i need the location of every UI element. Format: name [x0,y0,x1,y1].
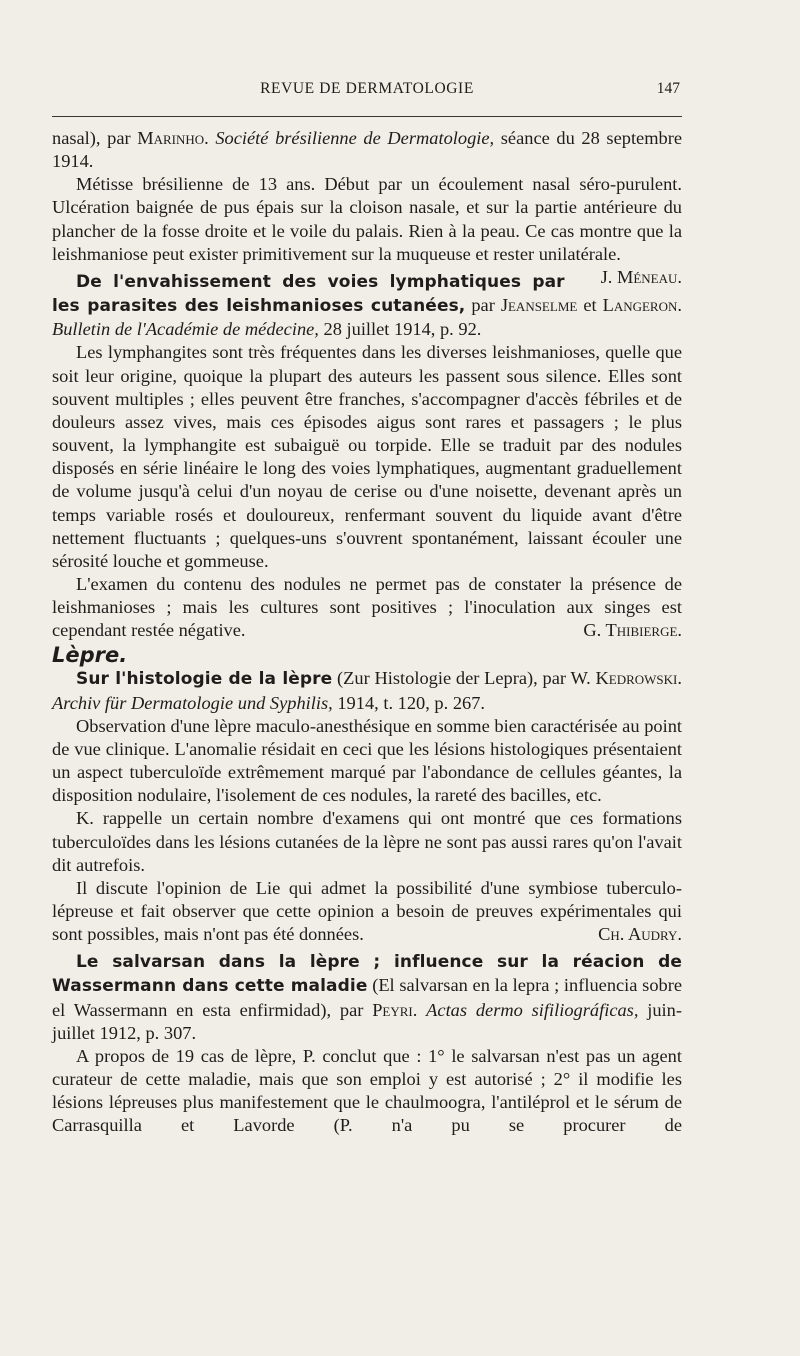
article-4-title: Le salvarsan dans la lèpre ; influence sur la réacion de Wassermann dans cette maladie [52,952,682,997]
article-1-signature: J. Méneau. [600,266,682,287]
page-number: 147 [656,80,680,97]
section-heading: Lèpre. [52,643,128,668]
article-2-paragraph-1: Les lymphangites sont très fréquentes dans les diverses leishmanioses, quelle que soit leur origine, quoique la plupart des auteurs les passent sous silence. Elles sont souvent multiples ; elles peuvent être franches, s'accompagner d'accès fébriles et de douleurs assez vives, mais ces épisodes aigus sont rares et passagers ; le plus souvent, la lymphangite est subaiguë ou torpide. Elle se traduit par des nodules disposés en série linéaire le long des voies lymphatiques, augmentant graduellement de volume jusqu'à celui d'un noyau de cerise ou d'une noisette, devenant après un temps variable rosés et douloureux, renfermant souvent du liquide avant d'être nettement fluctuants ; quelques-uns s'ouvrent spontanément, laissant écouler une sérosité louche et gommeuse. [52,342,682,571]
article-4-paragraph-1: A propos de 19 cas de lèpre, P. conclut que : 1° le salvarsan n'est pas un agent curateur de cette maladie, mais que son emploi y est autorisé ; 2° il modifie les lésions lépreuses plus manifestement que le chaulmoogra, l'antiléprol et le sérum de Carrasquilla et Lavorde (P. n'a pu se procurer de [52,1045,682,1136]
article-3-paragraph-2: K. rappelle un certain nombre d'examens qui ont montré que ces formations tuberculoïdes dans les lésions cutanées de la lèpre ne sont pas aussi rares qu'on l'avait dit autrefois. [52,808,682,875]
article-3-title: Sur l'histologie de la lèpre [76,669,333,690]
article-1-body: Métisse brésilienne de 13 ans. Début par un écoulement nasal séro-purulent. Ulcération baignée de pus épais sur la cloison nasale, et sur la partie antérieure du plancher de la fosse droite et le voile du palais. Rien à la peau. Ce cas montre que la leishmaniose peut exister primitivement sur la muqueuse et rester unilatérale. J. Méneau. [52,173,682,266]
header-rule [52,116,682,117]
running-title: REVUE DE DERMATOLOGIE [260,80,474,97]
article-2-heading: De l'envahissement des voies lymphatiques par les parasites des leishmanioses cutanées, par Jeanselme et Langeron. Bulletin de l'Académie de médecine, 28 juillet 1914, p. 92. [52,271,682,340]
page-body [52,127,682,1138]
article-3-author: Kedrowski [595,668,678,689]
article-2-signature: G. Thibierge. [583,620,682,641]
article-3-paragraph-1: Observation d'une lèpre maculo-anesthésique en somme bien caractérisée au point de vue clinique. L'anomalie résidait en ceci que les lésions histologiques présentaient un aspect tuberculoïde extrêmement marqué par l'abondance de cellules géantes, la disposition nodulaire, l'isolement de ces nodules, la rareté des bacilles, etc. [52,715,682,806]
article-4-journal: Actas dermo sifiliográficas, [426,999,639,1020]
article-2-journal: Bulletin de l'Académie de médecine, [52,319,319,340]
article-2-author-1: Jeanselme [500,295,578,316]
article-3-heading: Sur l'histologie de la lèpre (Zur Histologie der Lepra), par W. Kedrowski. Archiv für Dermatologie und Syphilis, 1914, t. 120, p. 267. [52,668,682,713]
article-2-paragraph-2: L'examen du contenu des nodules ne permet pas de constater la présence de leishmanioses ; mais les cultures sont positives ; l'inoculation aux singes est cependant restée négative. G. Thibierge. [52,573,682,642]
article-4-author: Peyri [372,999,413,1020]
article-4-heading: Le salvarsan dans la lèpre ; influence sur la réacion de Wassermann dans cette maladie (El salvarsan en la lepra ; influencia sobre el Wassermann en esta enfirmidad), par Peyri. Actas dermo sifiliográficas, juin-juillet 1912, p. 307. [52,952,683,1043]
article-1-author: Marinho [137,128,205,148]
article-3-signature: Ch. Audry. [598,924,682,945]
article-2-title: De l'envahissement des voies lymphatiques par les parasites des leishmanioses cutanées, [52,271,565,317]
running-header [52,78,682,100]
article-1-reference: nasal), par Marinho. Société brésilienne de Dermatologie, séance du 28 septembre 1914. [52,128,682,172]
article-3-paragraph-3: Il discute l'opinion de Lie qui admet la possibilité d'une symbiose tuberculo-lépreuse et fait observer que cette opinion a besoin de preuves expérimentales qui sont possibles, mais n'ont pas été données. Ch. Audry. [52,877,682,946]
article-1-journal: Société brésilienne de Dermatologie, [215,128,495,148]
article-2-author-2: Langeron [602,295,678,316]
article-3-journal: Archiv für Dermatologie und Syphilis, [52,692,333,713]
